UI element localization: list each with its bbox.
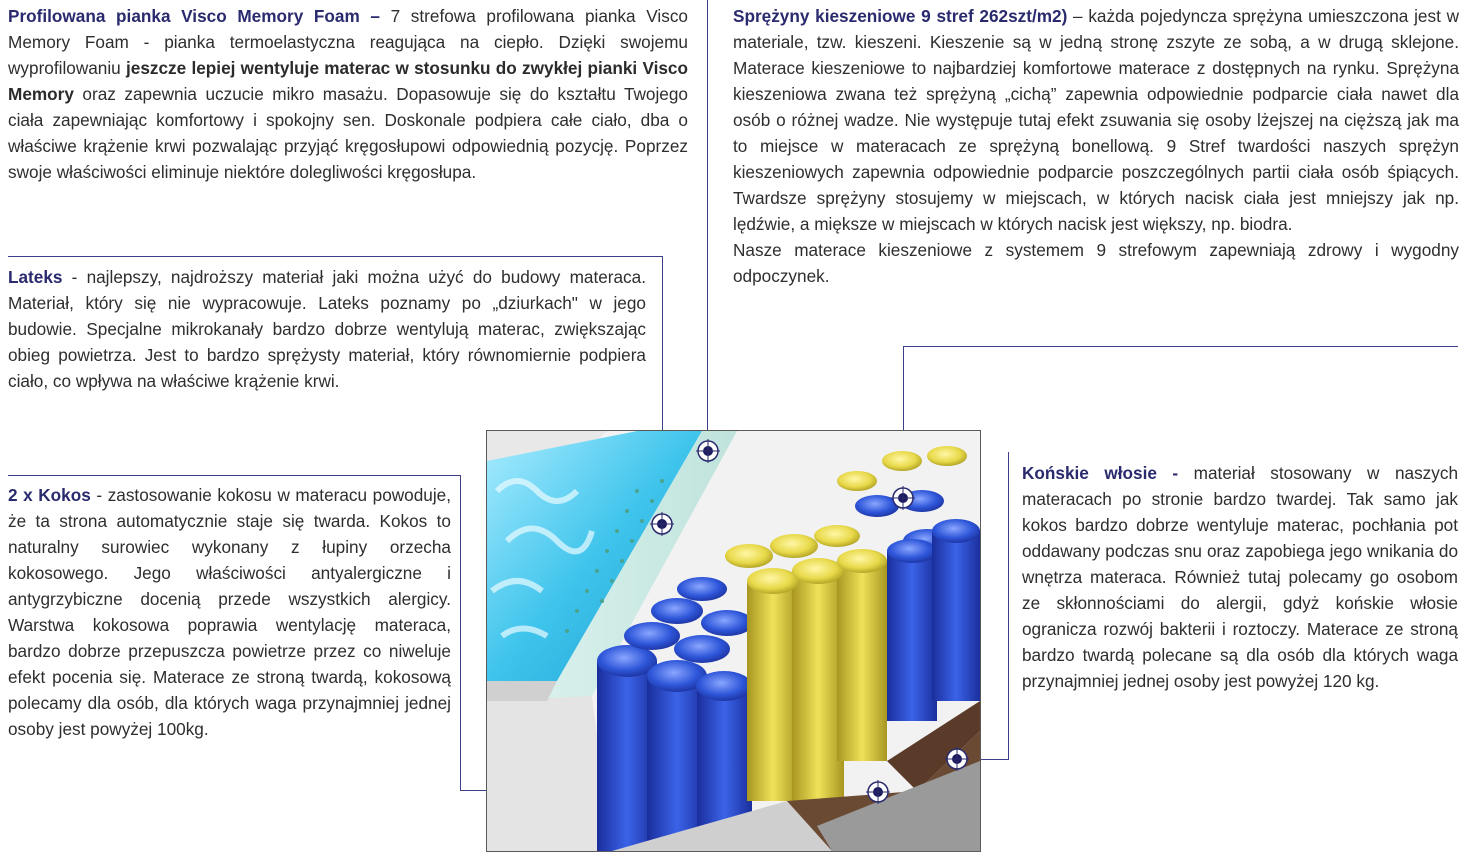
latex-description: Lateks - najlepszy, najdroższy materiał jaki można użyć do budowy materaca. Materiał, który się nie wypracowuje. Lateks poznamy po „dziurkach" w jego budowie. Specjalne mikrokanały bardzo dobrze wentylują materac, zwiększając obieg powietrza. Jest to bardzo sprężysty materiał, który równomiernie podpiera ciało, co wpływa na właściwe krążenie krwi. [8, 267, 646, 391]
memory-connector [707, 0, 708, 450]
coconut-heading: 2 x Kokos [8, 485, 91, 505]
springs-connector-top [903, 346, 1458, 347]
pocket-springs-description: Sprężyny kieszeniowe 9 stref 262szt/m2) – każda pojedyncza sprężyna umieszczona jest w materiale, tzw. kieszeni. Kieszenie są w jedną stronę zszyte ze sobą, a w drugą sklejone. Materace kieszeniowe to najbardziej komfortowe materace z dostępnych na rynku. Sprężyna kieszeniowa zwana też sprężyną „cichą” zapewnia odpowiednie podparcie ciała nawet dla osób o różnej wadze. Nie występuje tutaj efekt zsuwania się osoby lżejszej na cięższą jak ma to miejsce w materacach ze sprężyną bonellową. 9 Stref twardości naszych sprężyn kieszeniowych zapewnia odpowiednie podparcie poszczególnych partii ciała osób śpiących. Twardsze sprężyny stosujemy w miejscach, w których nacisk ciała jest mniejszy jak np. lędźwie, a miększe w miejscach w których nacisk jest większy, np. biodra. Nasze materace kieszeniowe z systemem 9 strefowym zapewniają zdrowy i wygodny odpoczynek. [733, 6, 1459, 286]
coconut-connector-top [8, 475, 461, 476]
marker-icon [945, 747, 969, 771]
marker-icon [866, 780, 890, 804]
marker-icon [650, 512, 674, 536]
marker-icon [696, 439, 720, 463]
memory-foam-heading: Profilowana pianka Visco Memory Foam – [8, 6, 380, 26]
coconut-connector [460, 475, 461, 791]
latex-heading: Lateks [8, 267, 63, 287]
horsehair-description: Końskie włosie - materiał stosowany w naszych materacach po stronie bardzo twardej. Tak samo jak kokos bardzo dobrze wentyluje materac, pochłania pot oddawany podczas snu oraz zapobiega jego wnikania do wnętrza materaca. Również tutaj polecamy go osobom ze skłonnościami do alergii, gdyż końskie włosie ogranicza rozwój bakterii i roztoczy. Materace ze stroną bardzo twardą polecane są dla osób dla których waga przynajmniej jednej osoby jest powyżej 120 kg. [1022, 463, 1459, 691]
horsehair-heading: Końskie włosie - [1022, 463, 1179, 483]
latex-connector-top [8, 256, 662, 257]
marker-icon [891, 486, 915, 510]
horsehair-connector [1008, 452, 1009, 759]
pocket-springs-heading: Sprężyny kieszeniowe 9 stref 262szt/m2) [733, 6, 1068, 26]
coconut-description: 2 x Kokos - zastosowanie kokosu w materacu powoduje, że ta strona automatycznie staje się twarda. Kokos to naturalny surowiec wykonany z łupiny orzecha kokosowego. Jego właściwości antyalergiczne i antygrzybiczne docenią przede wszystkich alergicy. Warstwa kokosowa poprawia wentylację materaca, bardzo dobrze przepuszcza powietrze przez co niweluje efekt pocenia się. Materace ze stroną twardą, kokosową polecamy dla osób, dla których waga przynajmniej jednej osoby jest powyżej 100kg. [8, 485, 452, 739]
yellow-springs [725, 525, 887, 801]
memory-foam-description: Profilowana pianka Visco Memory Foam – 7 strefowa profilowana pianka Visco Memory Foam - pianka termoelastyczna reagująca na ciepło. Dzięki swojemu wyprofilowaniu jeszcze lepiej wentyluje materac w stosunku do zwykłej pianki Visco Memory oraz zapewnia uczucie mikro masażu. Dopasowuje się do kształtu Twojego ciała zapewniając komfortowy i spokojny sen. Doskonale podpiera całe ciało, dba o właściwe krążenie krwi pozwalając przyjąć kręgosłupowi odpowiednią pozycję. Poprzez swoje właściwości eliminuje niektóre dolegliwości kręgosłupa. [8, 6, 688, 182]
